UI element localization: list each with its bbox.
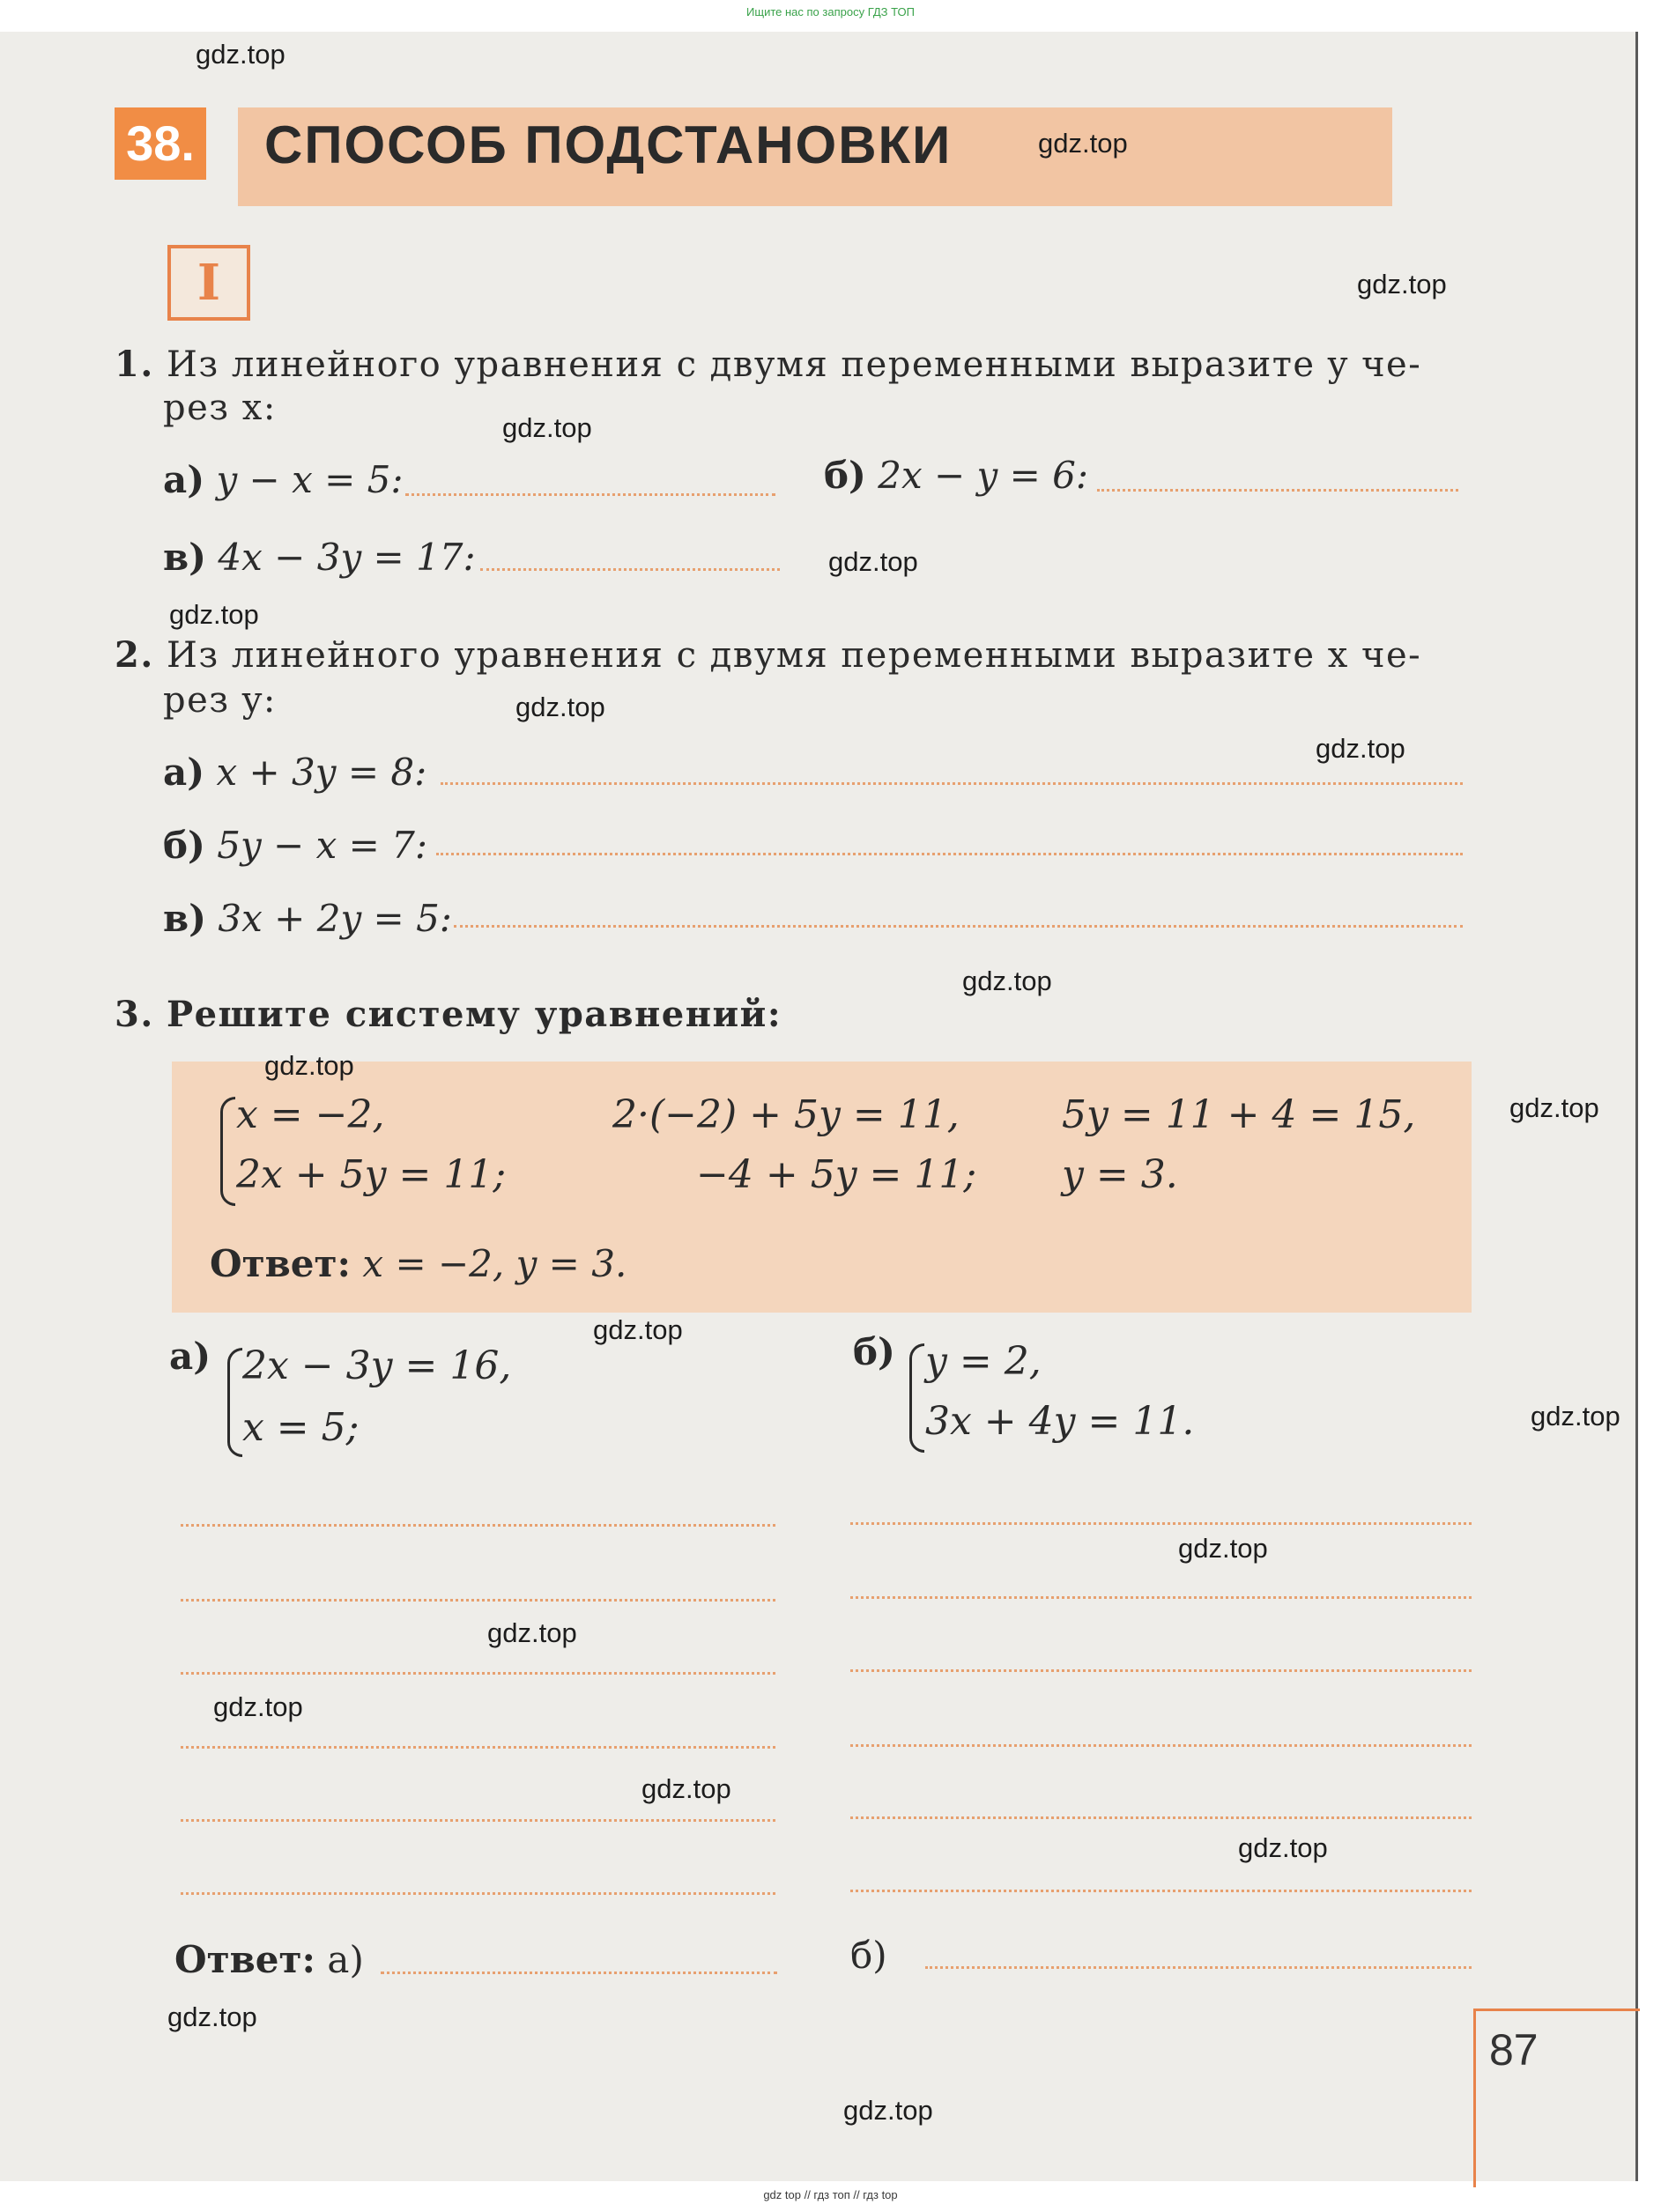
- work-line-a-3[interactable]: [181, 1672, 775, 1675]
- system-a-eq2: x = 5;: [242, 1405, 360, 1450]
- top-note: Ищите нас по запросу ГДЗ ТОП: [746, 5, 915, 18]
- watermark: gdz.top: [167, 2001, 257, 2032]
- example-step4: y = 3.: [1062, 1152, 1178, 1197]
- task1-item-a-equation: y − x = 5:: [216, 458, 404, 501]
- watermark: gdz.top: [515, 692, 605, 722]
- task2-item-c-equation: 3x + 2y = 5:: [218, 897, 452, 940]
- watermark: gdz.top: [1238, 1832, 1328, 1863]
- work-line-b-5[interactable]: [850, 1816, 1472, 1819]
- answer-line-2c[interactable]: [454, 925, 1463, 928]
- work-line-b-4[interactable]: [850, 1744, 1472, 1747]
- task1-number: 1.: [115, 344, 154, 385]
- task2-item-b: [163, 824, 427, 867]
- work-line-b-1[interactable]: [850, 1522, 1472, 1525]
- watermark: gdz.top: [1038, 128, 1128, 159]
- work-line-b-3[interactable]: [850, 1669, 1472, 1672]
- watermark: gdz.top: [1178, 1533, 1268, 1564]
- example-system-brace: [220, 1097, 235, 1206]
- task2-item-a-equation: x + 3y = 8:: [216, 751, 427, 794]
- watermark: gdz.top: [843, 2095, 933, 2126]
- example-step1: 2·(−2) + 5y = 11,: [612, 1092, 960, 1137]
- task3-answer: [174, 1938, 364, 1981]
- watermark: gdz.top: [169, 599, 259, 630]
- example-answer: [210, 1242, 627, 1285]
- answer-line-2a[interactable]: [441, 782, 1463, 785]
- answer-line-1a[interactable]: [405, 493, 775, 496]
- task3-text: Решите систему уравнений:: [166, 994, 782, 1035]
- example-sys-eq2: 2x + 5y = 11;: [236, 1152, 507, 1197]
- system-b-eq2: 3x + 4y = 11.: [925, 1399, 1195, 1444]
- task2-item-a: [163, 751, 426, 794]
- task2-text-line1: Из линейного уравнения с двумя переменными выразите x че-: [166, 635, 1422, 676]
- task1-text-line1: Из линейного уравнения с двумя переменными выразите y че-: [166, 344, 1422, 385]
- work-line-a-4[interactable]: [181, 1746, 775, 1749]
- watermark: gdz.top: [593, 1314, 683, 1345]
- watermark: gdz.top: [1509, 1092, 1599, 1123]
- task1-text-line2: рез x:: [163, 388, 277, 428]
- system-b-label: [853, 1330, 895, 1373]
- system-b-label-text: б): [853, 1330, 895, 1373]
- watermark: gdz.top: [828, 546, 918, 577]
- task1-item-a-label: а): [163, 458, 205, 501]
- work-line-a-5[interactable]: [181, 1819, 775, 1822]
- watermark: gdz.top: [1531, 1401, 1620, 1432]
- task2-text-line2: рез y:: [163, 680, 277, 721]
- task1-item-c: [163, 536, 476, 579]
- system-a-label: [169, 1335, 211, 1378]
- work-line-a-2[interactable]: [181, 1599, 775, 1602]
- watermark: gdz.top: [1316, 733, 1405, 764]
- watermark: gdz.top: [487, 1617, 577, 1648]
- system-b-brace: [909, 1343, 924, 1453]
- answer-line-3a[interactable]: [381, 1972, 777, 1974]
- task2-item-c: [163, 897, 452, 940]
- work-line-b-2[interactable]: [850, 1596, 1472, 1599]
- answer-line-3b[interactable]: [925, 1966, 1472, 1969]
- task2-item-b-equation: 5y − x = 7:: [217, 824, 428, 867]
- example-answer-label: Ответ:: [210, 1242, 352, 1285]
- task3-line: [115, 994, 782, 1035]
- task3-number: 3.: [115, 994, 154, 1035]
- task1-item-b: [824, 454, 1088, 497]
- task2-item-c-label: в): [163, 897, 207, 940]
- watermark: gdz.top: [502, 412, 592, 443]
- watermark: gdz.top: [264, 1050, 354, 1081]
- task1-item-c-label: в): [163, 536, 207, 579]
- task1-line1: [115, 344, 1421, 385]
- system-a-label-text: а): [169, 1335, 211, 1378]
- page-edge: [1635, 32, 1638, 2181]
- watermark: gdz.top: [196, 39, 285, 70]
- task3-answer-a: а): [327, 1938, 364, 1981]
- system-a-brace: [227, 1348, 242, 1457]
- task1-item-c-equation: 4x − 3y = 17:: [218, 536, 476, 579]
- bottom-note: gdz top // гдз топ // гдз top: [763, 2188, 898, 2201]
- watermark: gdz.top: [962, 965, 1052, 996]
- example-answer-value: x = −2, y = 3.: [362, 1242, 627, 1285]
- page-number: 87: [1489, 2025, 1539, 2075]
- level-badge: I: [167, 245, 250, 321]
- task2-number: 2.: [115, 634, 154, 676]
- answer-line-2b[interactable]: [436, 853, 1463, 855]
- task3-answer-b: б): [850, 1934, 887, 1977]
- task2-item-b-label: б): [163, 824, 205, 867]
- watermark: gdz.top: [213, 1691, 303, 1722]
- watermark: gdz.top: [641, 1773, 731, 1804]
- answer-line-1c[interactable]: [480, 568, 780, 571]
- task1-item-b-equation: 2x − y = 6:: [878, 454, 1089, 497]
- work-line-a-1[interactable]: [181, 1524, 775, 1527]
- example-step3: 5y = 11 + 4 = 15,: [1062, 1092, 1416, 1137]
- work-line-b-6[interactable]: [850, 1890, 1472, 1892]
- section-title: СПОСОБ ПОДСТАНОВКИ: [264, 115, 953, 174]
- answer-line-1b[interactable]: [1097, 489, 1458, 492]
- watermark: gdz.top: [1357, 269, 1447, 300]
- example-step2: −4 + 5y = 11;: [696, 1152, 977, 1197]
- task1-item-b-label: б): [824, 454, 866, 497]
- task1-item-a: [163, 458, 404, 501]
- system-a-eq1: 2x − 3y = 16,: [242, 1343, 512, 1388]
- task3-answer-label: Ответ:: [174, 1938, 316, 1981]
- task2-line1: [115, 634, 1421, 676]
- task2-item-a-label: а): [163, 751, 205, 794]
- work-line-a-6[interactable]: [181, 1892, 775, 1895]
- example-sys-eq1: x = −2,: [236, 1092, 385, 1137]
- section-number: 38.: [115, 107, 206, 180]
- system-b-eq1: y = 2,: [925, 1339, 1042, 1384]
